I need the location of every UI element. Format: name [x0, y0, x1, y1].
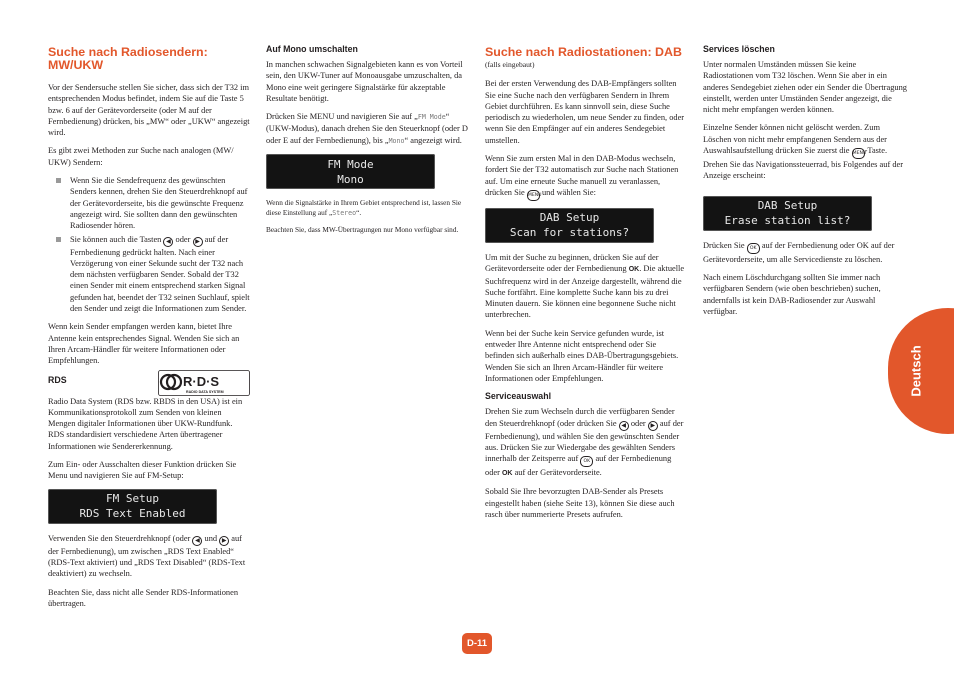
- paragraph: Drücken Sie MENU und navigieren Sie auf „FM Mode“ (UKW-Modus), danach drehen Sie den Steuerknopf (oder D oder E auf der Fernbedienung), bis „Mono“ angezeigt wird.: [266, 112, 468, 145]
- right-arrow-icon: ▶: [193, 237, 203, 247]
- note: Wenn die Signalstärke in Ihrem Gebiet entsprechend ist, lassen Sie diese Einstellung auf „Stereo“.: [266, 198, 462, 218]
- paragraph: Bei der ersten Verwendung des DAB-Empfängers sollten Sie eine Suche nach den verfügbaren Sendern in Ihrem Gebiet durchführen. Es kann sinnvoll sein, diese Suche periodisch zu wiederholen, um neue Sender zu finden, oder wenn Sie den Empfänger auf ein anderes Sendegebiet umstellen.: [485, 79, 685, 145]
- column-mw-ukw: [48, 44, 250, 616]
- ok-icon: OK: [747, 243, 760, 254]
- rds-header: [48, 370, 250, 396]
- rds-logo-icon: [158, 370, 250, 396]
- lcd-line: RDS Text Enabled: [79, 507, 186, 521]
- heading-serviceauswahl: Serviceauswahl: [485, 391, 552, 402]
- right-arrow-icon: ▶: [648, 421, 658, 431]
- note: Beachten Sie, dass MW-Übertragungen nur Mono verfügbar sind.: [266, 225, 459, 235]
- lcd-line: FM Mode: [327, 157, 374, 171]
- section-title-mw-ukw: Suche nach Radiosendern: MW/UKW: [48, 45, 208, 72]
- paragraph: Um mit der Suche zu beginnen, drücken Sie auf der Gerätevorderseite oder der Fernbedienung OK. Die aktuelle Suchfrequenz wird in der Anzeige dargestellt, während die Suche fortfährt. Eine komplette Suche kann bis zu drei Minuten dauern. Sie können eine begonnene Suche nicht unterbrechen.: [485, 252, 685, 320]
- language-tab-label: Deutsch: [908, 345, 924, 397]
- paragraph: Drücken Sie OK auf der Fernbedienung oder OK auf der Gerätevorderseite, um alle Servicedienste zu löschen.: [703, 240, 895, 264]
- column-services-loeschen: [703, 44, 907, 324]
- paragraph: Beachten Sie, dass nicht alle Sender RDS-Informationen übertragen.: [48, 587, 239, 608]
- paragraph: Vor der Sendersuche stellen Sie sicher, dass sich der T32 im entsprechenden Modus befindet, indem Sie auf die Taste 5 bzw. 6 auf der Gerätevorderseite (oder M auf der Fernbedienung) drücken, bis „MW“ oder „UKW“ angezeigt wird.: [48, 83, 250, 138]
- heading-mono: Auf Mono umschalten: [266, 44, 358, 54]
- lcd-display-fm-mode: [266, 154, 435, 189]
- ok-label: OK: [501, 470, 513, 478]
- rds-heading: RDS: [48, 375, 67, 386]
- column-dab: [485, 44, 687, 527]
- bullet-list: [48, 175, 250, 314]
- menu-icon: MENU: [852, 148, 865, 159]
- menu-icon: MENU: [527, 190, 540, 201]
- lcd-line: Erase station list?: [724, 214, 851, 228]
- lcd-line: DAB Setup: [757, 199, 818, 213]
- paragraph: Verwenden Sie den Steuerdrehknopf (oder ◀ und ▶ auf der Fernbedienung), um zwischen „RDS Text Enabled“ (RDS-Text aktiviert) und „RDS Text Disabled“ (RDS-Text deaktiviert) zu wechseln.: [48, 533, 246, 579]
- display-text: Stereo: [332, 209, 357, 218]
- list-item: Wenn Sie die Sendefrequenz des gewünschten Senders kennen, drehen Sie den Steuerdrehknopf auf der Gerätevorderseite, bis die gewünschte Frequenz angezeigt wird. Sie sollten dann den gewünschten Radiosender hören.: [48, 175, 250, 231]
- section-title-dab: Suche nach Radiostationen: DAB: [485, 45, 682, 59]
- ok-icon: OK: [580, 456, 593, 467]
- right-arrow-icon: ▶: [219, 536, 229, 546]
- paragraph: Wenn bei der Suche kein Service gefunden wurde, ist entweder Ihre Antenne nicht entsprechend oder Sie befinden sich außerhalb eines DAB-Übertragungsgebiets. Wenden Sie sich an Ihren Arcam-Händler für weitere Informationen oder Empfehlungen.: [485, 328, 679, 383]
- lcd-line: FM Setup: [106, 492, 159, 506]
- paragraph: Zum Ein- oder Ausschalten dieser Funktion drücken Sie Menu und navigieren Sie auf FM-Setup:: [48, 460, 237, 481]
- paragraph: Radio Data System (RDS bzw. RBDS in den USA) ist ein Kommunikationsprotokoll zum Senden von kleinen Mengen digitaler Informationen über UKW-Rundfunk. RDS standardisiert verschiedene Arten übertragener Informationen wie Sendererkennung.: [48, 396, 243, 451]
- svg-text:RADIO DATA SYSTEM: RADIO DATA SYSTEM: [186, 389, 224, 394]
- paragraph: Sobald Sie Ihre bevorzugten DAB-Sender als Presets eingestellt haben (siehe Seite 13), können Sie diese auch rasch über nummerierte Presets aufrufen.: [485, 487, 675, 520]
- lcd-line: Mono: [337, 172, 364, 186]
- left-arrow-icon: ◀: [192, 536, 202, 546]
- paragraph: Einzelne Sender können nicht gelöscht werden. Zum Löschen von nicht mehr empfangenen Sendern aus der Auswahlsaufstellung drücken Sie zuerst die MENU-Taste. Drehen Sie das Navigationssteuerrad, bis Folgendes auf der Anzeige erscheint:: [703, 123, 904, 181]
- paragraph: In manchen schwachen Signalgebieten kann es von Vorteil sein, den UKW-Tuner auf Monoausgabe umzuschalten, da Mono eine weit geringere Signalstärke für akzeptable Resultate benötigt.: [266, 60, 463, 103]
- lcd-display-fm-setup: [48, 489, 217, 524]
- display-text: FM Mode: [417, 113, 446, 122]
- ok-label: OK: [628, 266, 640, 274]
- paragraph: Drehen Sie zum Wechseln durch die verfügbaren Sender den Steuerdrehknopf (oder drücken Sie ◀ oder ▶ auf der Fernbedienung), und wählen Sie den gewünschten Sender aus. Drücken Sie zur Wiedergabe des gewählten Senders innerhalb der Zeitsperre auf OK auf der Fernbedienung oder OK auf der Gerätevorderseite.: [485, 407, 684, 478]
- subtitle: (falls eingebaut): [485, 60, 535, 69]
- paragraph: Wenn Sie zum ersten Mal in den DAB-Modus wechseln, fordert Sie der T32 automatisch zur Suche nach Stationen auf. Um eine erneute Suche manuell zu veranlassen, drücken Sie MENU und wählen Sie:: [485, 153, 687, 201]
- left-arrow-icon: ◀: [619, 421, 629, 431]
- paragraph: Wenn kein Sender empfangen werden kann, bietet Ihre Antenne kein entsprechendes Signal. Wenden Sie sich an Ihren Arcam-Händler für weitere Informationen oder Empfehlungen.: [48, 322, 240, 366]
- paragraph: Nach einem Löschdurchgang sollten Sie immer nach verfügbaren Sendern (wie oben beschrieben) suchen, andernfalls ist kein DAB-Radiosender zur Auswahl verfügbar.: [703, 272, 881, 316]
- lcd-line: Scan for stations?: [509, 226, 630, 240]
- lcd-display-dab-erase: [703, 196, 872, 231]
- column-mono: [266, 44, 468, 242]
- svg-text:R·D·S: R·D·S: [183, 373, 220, 389]
- left-arrow-icon: ◀: [163, 237, 173, 247]
- paragraph: Unter normalen Umständen müssen Sie keine Radiostationen vom T32 löschen. Wenn Sie aber in ein anderes Sendegebiet ziehen oder ein Sender die Übertragung einstellt, werden unter Umständen Sender angezeigt, die nicht mehr empfangen werden können.: [703, 60, 907, 115]
- lcd-display-dab-scan: [485, 208, 654, 243]
- display-text: Mono: [388, 136, 405, 145]
- list-item: Sie können auch die Tasten ◀ oder ▶ auf der Fernbedienung gedrückt halten. Nach einer Verzögerung von einer Sekunde sucht der T32 nach dem nächsten verfügbaren Sender. Sobald der T32 einen Sender mit einem entsprechend starken Signal gefunden hat, beendet der T32 seinen Suchlauf, spielt den Sender und zeigt die Informationen zum Sender.: [48, 234, 250, 315]
- paragraph: Es gibt zwei Methoden zur Suche nach analogen (MW/ UKW) Sendern:: [48, 146, 234, 167]
- lcd-line: DAB Setup: [539, 211, 600, 225]
- heading-services-loeschen: Services löschen: [703, 44, 775, 54]
- page-number: D-11: [462, 633, 492, 654]
